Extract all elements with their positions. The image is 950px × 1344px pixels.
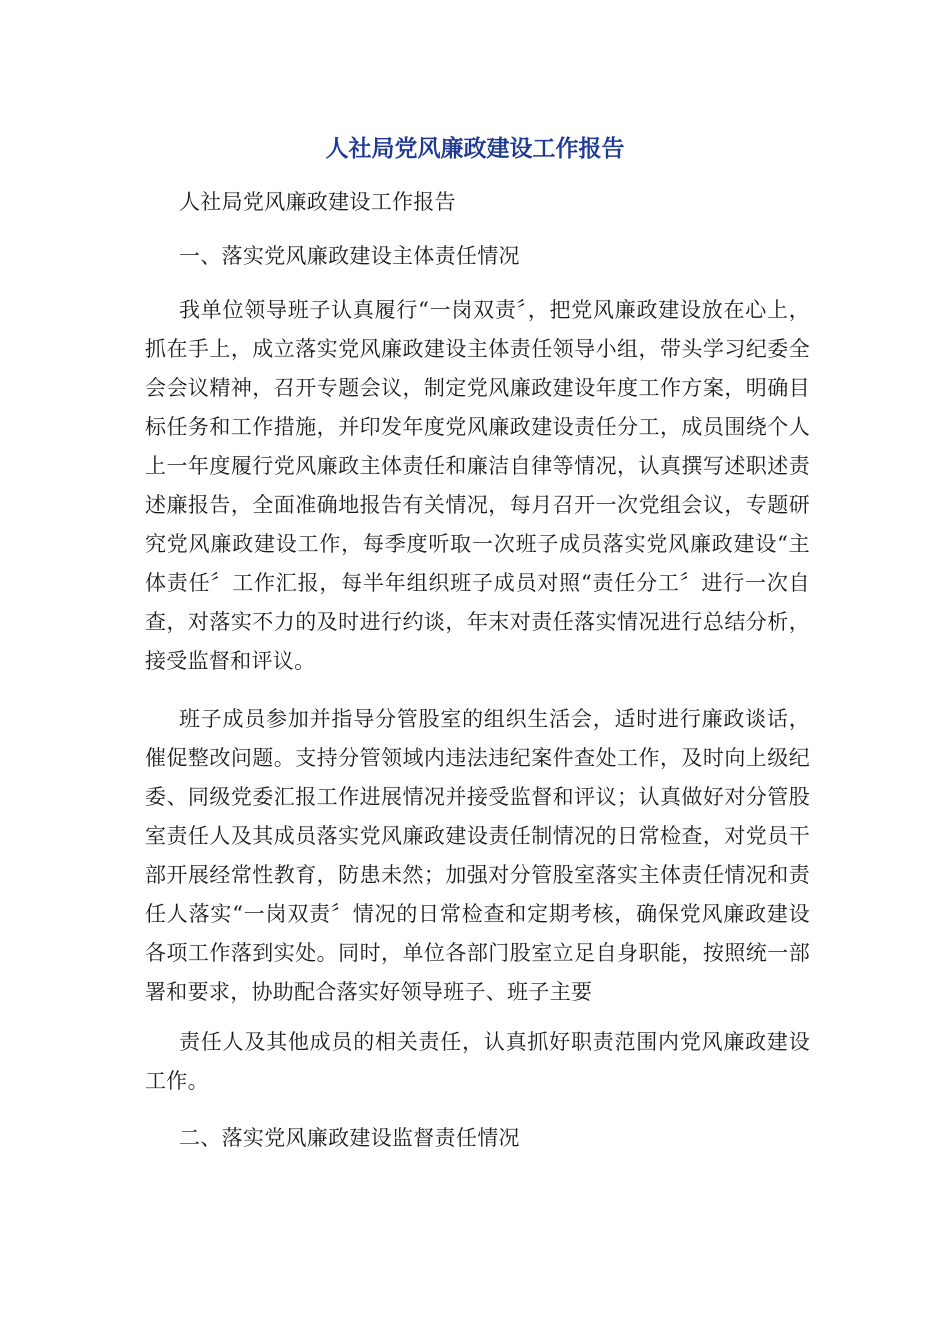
document-subtitle: 人社局党风廉政建设工作报告 (179, 190, 456, 214)
section-heading-1: 一、落实党风廉政建设主体责任情况 (179, 244, 520, 268)
body-paragraph-2: 班子成员参加并指导分管股室的组织生活会，适时进行廉政谈话，催促整改问题。支持分管领域内违法违纪案件查处工作，及时向上级纪委、同级党委汇报工作进展情况并接受监督和评议；认真做好对分管股室责任人及其成员落实党风廉政建设责任制情况的日常检查，对党员干部开展经常性教育，防患未然；加强对分管股室落实主体责任情况和责任人落实“一岗双责〞情况的日常检查和定期考核，确保党风廉政建设各项工作落到实处。同时，单位各部门股室立足自身职能，按照统一部署和要求，协助配合落实好领导班子、班子主要 (145, 707, 810, 1004)
section-heading-2: 二、落实党风廉政建设监督责任情况 (179, 1126, 520, 1150)
document-title: 人社局党风廉政建设工作报告 (325, 136, 625, 162)
body-paragraph-3: 责任人及其他成员的相关责任，认真抓好职责范围内党风廉政建设工作。 (145, 1030, 810, 1093)
body-paragraph-1: 我单位领导班子认真履行“一岗双责〞，把党风廉政建设放在心上，抓在手上，成立落实党风廉政建设主体责任领导小组，带头学习纪委全会会议精神，召开专题会议，制定党风廉政建设年度工作方案，明确目标任务和工作措施，并印发年度党风廉政建设责任分工，成员围绕个人上一年度履行党风廉政主体责任和廉洁自律等情况，认真撰写述职述责述廉报告，全面准确地报告有关情况，每月召开一次党组会议，专题研究党风廉政建设工作，每季度听取一次班子成员落实党风廉政建设“主体责任〞工作汇报，每半年组织班子成员对照“责任分工〞进行一次自查，对落实不力的及时进行约谈，年末对责任落实情况进行总结分析，接受监督和评议。 (145, 298, 810, 673)
